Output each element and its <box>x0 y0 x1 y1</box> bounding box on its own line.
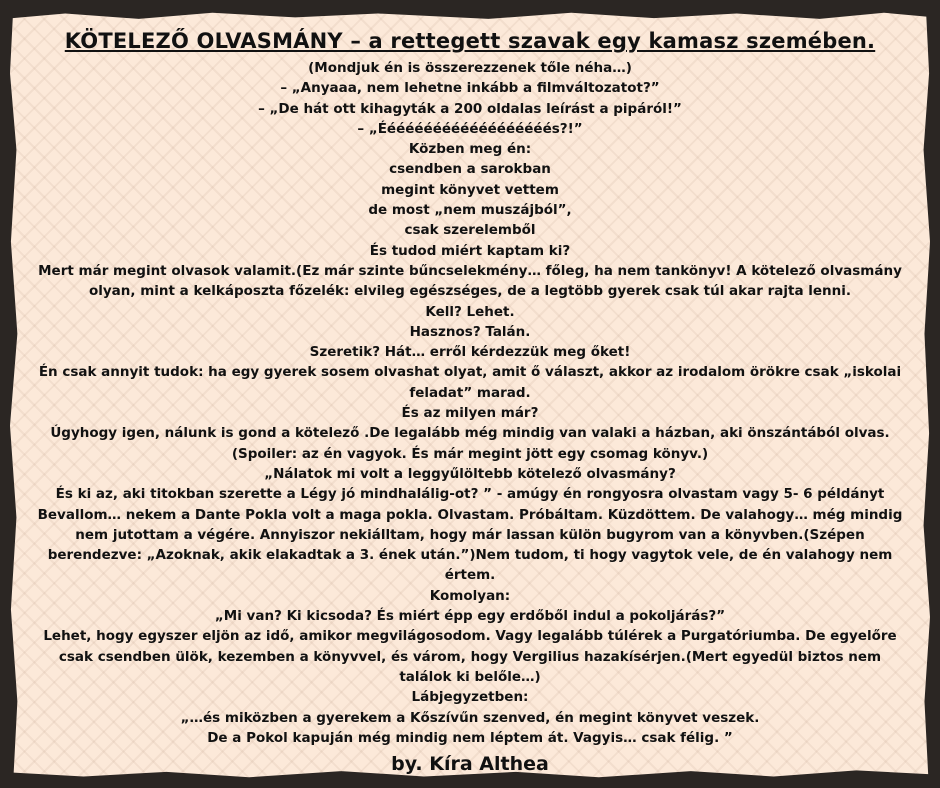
text-line: Kell? Lehet. <box>425 303 515 320</box>
text-line: És tudod miért kaptam ki? <box>369 242 571 259</box>
text-line: de most „nem muszájból”, <box>368 202 572 219</box>
page-title: KÖTELEZŐ OLVASMÁNY – a rettegett szavak egy kamasz szemében. <box>64 29 876 53</box>
text-line: Mert már megint olvasok valamit.(Ez már szinte bűncselekmény… főleg, ha nem tankönyv! A kötelező olvasmány olyan, mint a kelkáposzta főzelék: elvileg egészséges, de a legtöbb gyerek csak túl akar rajta lenni. <box>38 262 902 300</box>
text-line: Bevallom… nekem a Dante Pokla volt a maga pokla. Olvastam. Próbáltam. Küzdöttem. De valahogy… még mindig nem jutottam a végére. Annyiszor nekiálltam, hogy már lassan külön bugyrom van a könyvben.(Szépen berendezve: „Azoknak, akik elakadtak a 3. ének után.”)Nem tudom, ti hogy vagytok vele, de én valahogy nem értem. <box>37 506 903 584</box>
text-line: Lábjegyzetben: <box>411 689 529 706</box>
text-line: Úgyhogy igen, nálunk is gond a kötelező .De legalább még mindig van valaki a házban, aki önszántából olvas. <box>50 425 890 442</box>
text-line: – „De hát ott kihagyták a 200 oldalas leírást a pipáról!” <box>258 100 682 117</box>
text-line: „Nálatok mi volt a leggyűlöltebb kötelező olvasmány? <box>264 465 676 482</box>
text-line: megint könyvet vettem <box>381 181 559 198</box>
text-line: (Mondjuk én is összerezzenek tőle néha…) <box>308 60 632 76</box>
text-line: És az milyen már? <box>401 405 539 422</box>
text-line: „Mi van? Ki kicsoda? És miért épp egy erdőből indul a pokoljárás?” <box>214 608 726 625</box>
text-line: – „Anyaaa, nem lehetne inkább a filmváltozatot?” <box>280 80 660 97</box>
text-lines <box>12 58 928 748</box>
text-line: „…és miközben a gyerekem a Kőszívűn szenved, én megint könyvet veszek. <box>180 709 760 726</box>
text-line: – „Ééééééééééééééééééés?!” <box>357 120 583 137</box>
author-signature: by. Kíra Althea <box>391 753 549 776</box>
text-line: Közben meg én: <box>408 141 532 158</box>
text-line: Komolyan: <box>429 587 511 604</box>
text-line: Hasznos? Talán. <box>409 323 531 340</box>
text-line: És ki az, aki titokban szerette a Légy jó mindhalálig-ot? ” - amúgy én rongyosra olvastam vagy 5- 6 példányt <box>55 486 885 503</box>
text-line: Lehet, hogy egyszer eljön az idő, amikor megvilágosodom. Vagy legalább túlérek a Purgatóriumba. De egyelőre csak csendben ülök, kezemben a könyvvel, és várom, hogy Vergilius hazakísérjen.(Mert egyedül biztos nem találok ki belőle…) <box>43 628 897 685</box>
poem-content <box>12 28 928 778</box>
text-line: csak szerelemből <box>404 222 536 239</box>
text-line: Én csak annyit tudok: ha egy gyerek sosem olvashat olyat, amit ő választ, akkor az irodalom örökre csak „iskolai feladat” marad. <box>38 364 902 401</box>
text-line: De a Pokol kapuján még mindig nem léptem át. Vagyis… csak félig. ” <box>207 729 733 746</box>
text-line: (Spoiler: az én vagyok. És már megint jött egy csomag könyv.) <box>231 445 709 462</box>
text-line: csendben a sarokban <box>389 161 551 178</box>
text-line: Szeretik? Hát… erről kérdezzük meg őket! <box>309 344 631 361</box>
